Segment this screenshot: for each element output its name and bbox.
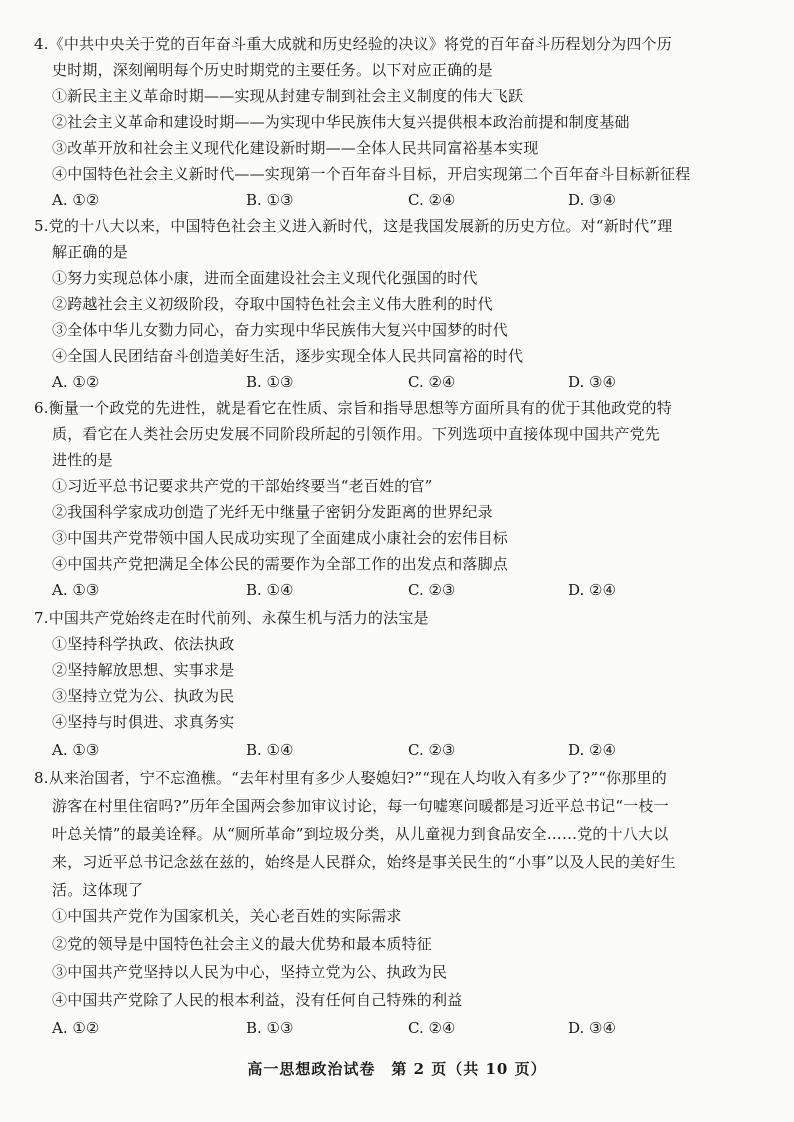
q7-stem-line-1: 7.中国共产党始终走在时代前列、永葆生机与活力的法宝是	[34, 609, 429, 627]
q4-option-b: B. ①③	[246, 191, 294, 209]
q8-option-b: B. ①③	[246, 1019, 294, 1037]
q8-option-d: D. ③④	[568, 1019, 616, 1037]
q6-item-2: ②我国科学家成功创造了光纤无中继量子密钥分发距离的世界纪录	[52, 503, 493, 521]
q6-option-a: A. ①③	[52, 581, 100, 599]
q8-stem-line-1: 8.从来治国者，宁不忘渔樵。“去年村里有多少人娶媳妇?”“现在人均收入有多少了?”“你那里的	[34, 769, 667, 787]
q4-item-3: ③改革开放和社会主义现代化建设新时期——全体人民共同富裕基本实现	[52, 139, 539, 157]
q5-stem-line-2: 解正确的是	[52, 243, 129, 261]
q6-option-d: D. ②④	[568, 581, 616, 599]
q7-option-c: C. ②③	[408, 741, 456, 759]
q5-stem-line-1: 5.党的十八大以来，中国特色社会主义进入新时代，这是我国发展新的历史方位。对“新时代”理	[34, 217, 673, 235]
q6-item-1: ①习近平总书记要求共产党的干部始终要当“老百姓的官”	[52, 477, 433, 495]
q5-option-c: C. ②④	[408, 373, 456, 391]
q6-option-c: C. ②③	[408, 581, 456, 599]
q8-stem-line-5: 活。这体现了	[52, 881, 144, 899]
q5-option-b: B. ①③	[246, 373, 294, 391]
q5-item-2: ②跨越社会主义初级阶段，夺取中国特色社会主义伟大胜利的时代	[52, 295, 493, 313]
q6-item-3: ③中国共产党带领中国人民成功实现了全面建成小康社会的宏伟目标	[52, 529, 509, 547]
q5-item-1: ①努力实现总体小康，进而全面建设社会主义现代化强国的时代	[52, 269, 478, 287]
q6-stem-line-1: 6.衡量一个政党的先进性，就是看它在性质、宗旨和指导思想等方面所具有的优于其他政党的特	[34, 399, 672, 417]
q4-option-a: A. ①②	[52, 191, 100, 209]
q8-stem-line-4: 来，习近平总书记念兹在兹的，始终是人民群众，始终是事关民生的“小事”以及人民的美好生	[52, 853, 676, 871]
q6-option-b: B. ①④	[246, 581, 294, 599]
q7-item-2: ②坚持解放思想、实事求是	[52, 661, 235, 679]
q4-item-2: ②社会主义革命和建设时期——为实现中华民族伟大复兴提供根本政治前提和制度基础	[52, 113, 630, 131]
q8-item-4: ④中国共产党除了人民的根本利益，没有任何自己特殊的利益	[52, 991, 463, 1009]
q7-option-a: A. ①③	[52, 741, 100, 759]
q7-option-d: D. ②④	[568, 741, 616, 759]
q8-option-c: C. ②④	[408, 1019, 456, 1037]
q4-option-d: D. ③④	[568, 191, 616, 209]
q4-item-1: ①新民主主义革命时期——实现从封建专制到社会主义制度的伟大飞跃	[52, 87, 524, 105]
q8-item-1: ①中国共产党作为国家机关，关心老百姓的实际需求	[52, 907, 402, 925]
q8-stem-line-2: 游客在村里住宿吗?”历年全国两会参加审议讨论，每一句嘘寒问暖都是习近平总书记“一枝一	[52, 797, 669, 815]
q8-item-2: ②党的领导是中国特色社会主义的最大优势和最本质特征	[52, 935, 433, 953]
q4-item-4: ④中国特色社会主义新时代——实现第一个百年奋斗目标，开启实现第二个百年奋斗目标新征程	[52, 165, 691, 183]
q4-option-c: C. ②④	[408, 191, 456, 209]
q6-stem-line-3: 进性的是	[52, 451, 113, 469]
q7-item-3: ③坚持立党为公、执政为民	[52, 687, 235, 705]
q8-stem-line-3: 叶总关情”的最美诠释。从“厕所革命”到垃圾分类，从儿童视力到食品安全……党的十八大以	[52, 825, 669, 843]
q6-stem-line-2: 质，看它在人类社会历史发展不同阶段所起的引领作用。下列选项中直接体现中国共产党先	[52, 425, 661, 443]
q6-item-4: ④中国共产党把满足全体公民的需要作为全部工作的出发点和落脚点	[52, 555, 509, 573]
q5-option-a: A. ①②	[52, 373, 100, 391]
q8-option-a: A. ①②	[52, 1019, 100, 1037]
q7-item-4: ④坚持与时俱进、求真务实	[52, 713, 235, 731]
q5-item-4: ④全国人民团结奋斗创造美好生活，逐步实现全体人民共同富裕的时代	[52, 347, 524, 365]
q5-option-d: D. ③④	[568, 373, 616, 391]
q7-option-b: B. ①④	[246, 741, 294, 759]
page-footer: 高一思想政治试卷 第 2 页（共 10 页）	[247, 1060, 547, 1078]
q4-stem-line-1: 4.《中共中央关于党的百年奋斗重大成就和历史经验的决议》将党的百年奋斗历程划分为四个历	[34, 35, 672, 53]
q8-item-3: ③中国共产党坚持以人民为中心，坚持立党为公、执政为民	[52, 963, 448, 981]
q7-item-1: ①坚持科学执政、依法执政	[52, 635, 235, 653]
q4-stem-line-2: 史时期，深刻阐明每个历史时期党的主要任务。以下对应正确的是	[52, 61, 493, 79]
q5-item-3: ③全体中华儿女勠力同心，奋力实现中华民族伟大复兴中国梦的时代	[52, 321, 509, 339]
